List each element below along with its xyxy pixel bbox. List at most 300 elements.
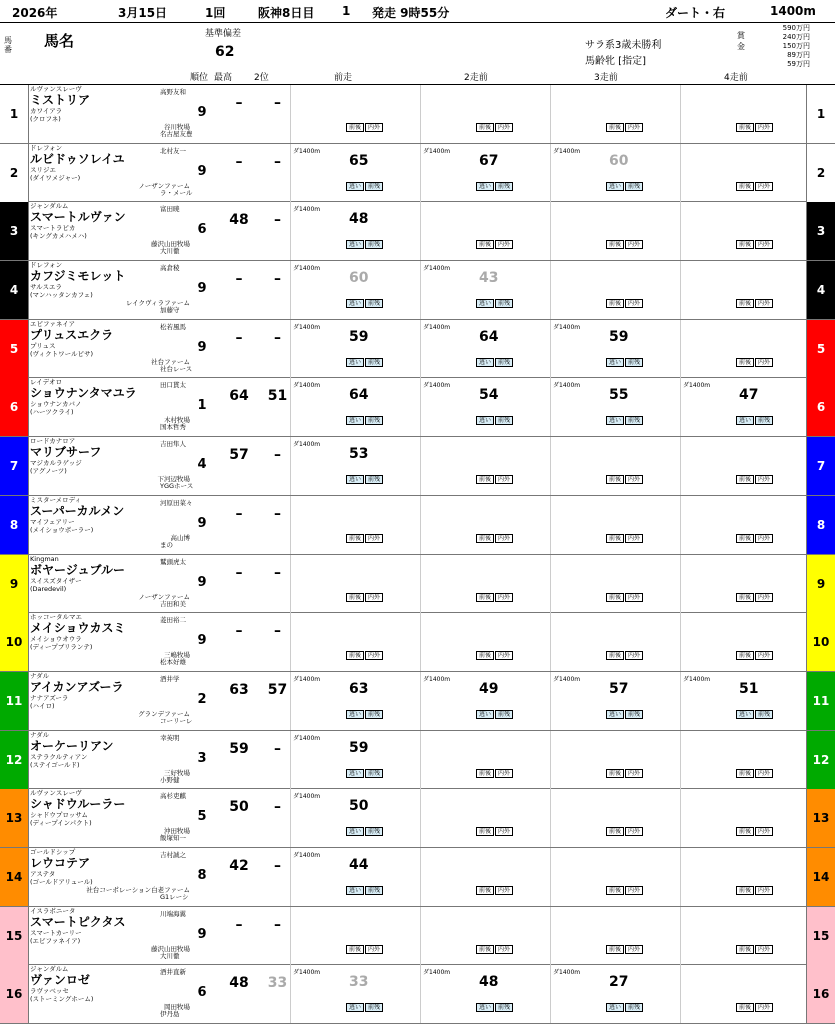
second-index: – bbox=[274, 271, 281, 288]
rank: 9 bbox=[197, 339, 207, 355]
badge: 内外 bbox=[495, 769, 513, 778]
prev-badges bbox=[606, 534, 644, 543]
prize-list bbox=[752, 24, 810, 69]
prev-race-2 bbox=[420, 965, 549, 1023]
umaban-right: 13 bbox=[806, 789, 835, 847]
badge: 前後 bbox=[736, 475, 754, 484]
second-index: – bbox=[274, 799, 281, 816]
sire: レイデオロ bbox=[30, 378, 63, 387]
owner: ラ・メール bbox=[160, 188, 193, 197]
second-index: – bbox=[274, 329, 281, 346]
badge: 前後 bbox=[476, 886, 494, 895]
badge: 内外 bbox=[365, 593, 383, 602]
second-index: – bbox=[274, 212, 281, 229]
jockey: 吉村誠之 bbox=[160, 850, 186, 859]
badge: 前残 bbox=[365, 475, 383, 484]
owner: 社台レース bbox=[160, 364, 193, 373]
col-headers bbox=[190, 70, 804, 83]
owner: 大川徹 bbox=[160, 247, 180, 256]
badge: 内外 bbox=[495, 945, 513, 954]
venue: 阪神8日目 bbox=[258, 6, 315, 20]
prev-badges bbox=[476, 710, 514, 719]
rank: 6 bbox=[197, 985, 207, 1001]
prev-race-4 bbox=[680, 144, 806, 202]
jockey: 富田暁 bbox=[160, 205, 180, 214]
umaban-left: 10 bbox=[0, 613, 29, 671]
umaban-right: 9 bbox=[806, 555, 835, 613]
second-index: – bbox=[274, 623, 281, 640]
prev-race-2 bbox=[420, 261, 549, 319]
umaban-right: 1 bbox=[806, 85, 835, 143]
prev-race-3 bbox=[550, 731, 679, 789]
prev-race-1 bbox=[290, 848, 419, 906]
second-index: – bbox=[274, 740, 281, 757]
dam: スイスズタイザー bbox=[30, 576, 82, 585]
prev-info: ダ1400m bbox=[553, 675, 581, 683]
badge: 内外 bbox=[495, 123, 513, 132]
prev-badges bbox=[346, 886, 384, 895]
rank: 5 bbox=[197, 809, 207, 825]
prev-race-2 bbox=[420, 848, 549, 906]
prev-race-1 bbox=[290, 378, 419, 436]
prev-badges bbox=[736, 358, 774, 367]
badge: 逃い bbox=[346, 710, 364, 719]
badge: 前後 bbox=[736, 651, 754, 660]
umaban-left: 1 bbox=[0, 85, 29, 143]
prev-index: 44 bbox=[349, 856, 369, 873]
prev-badges bbox=[606, 358, 644, 367]
farm: 下河辺牧場 bbox=[157, 475, 190, 484]
bms: (ステイゴールド) bbox=[30, 760, 80, 769]
badge: 内外 bbox=[365, 123, 383, 132]
badge: 前後 bbox=[606, 945, 624, 954]
badge: 逃い bbox=[346, 358, 364, 367]
prev-race-1 bbox=[290, 261, 419, 319]
badge: 逃い bbox=[736, 710, 754, 719]
race-info bbox=[0, 22, 835, 85]
prev-race-4 bbox=[680, 555, 806, 613]
prev-badges bbox=[476, 593, 514, 602]
prev-badges bbox=[346, 416, 384, 425]
badge: 前残 bbox=[365, 769, 383, 778]
prev-info: ダ1400m bbox=[553, 323, 581, 331]
prev-index: 33 bbox=[349, 974, 369, 991]
farm: ノーザンファーム bbox=[138, 181, 190, 190]
badge: 前残 bbox=[365, 182, 383, 191]
badge: 内外 bbox=[625, 299, 643, 308]
prev-badges bbox=[476, 827, 514, 836]
prev-badges bbox=[346, 710, 384, 719]
bms: (キングカメハメハ) bbox=[30, 232, 87, 241]
sire: ジャンダルム bbox=[30, 202, 69, 211]
col-prev2: 2走前 bbox=[464, 73, 488, 83]
badge: 前後 bbox=[736, 358, 754, 367]
prize-5: 59万円 bbox=[787, 60, 810, 68]
dam: ショウナンカバノ bbox=[30, 400, 82, 409]
race-condition: 馬齢牝 [指定] bbox=[585, 56, 646, 67]
prev-race-1 bbox=[290, 437, 419, 495]
prev-badges bbox=[736, 593, 774, 602]
farm: 岡田牧場 bbox=[164, 1003, 190, 1012]
prev-race-4 bbox=[680, 320, 806, 378]
rank: 1 bbox=[197, 398, 207, 414]
prev-badges bbox=[476, 123, 514, 132]
prev-race-3 bbox=[550, 789, 679, 847]
badge: 前後 bbox=[476, 827, 494, 836]
bms: (ダイワメジャー) bbox=[30, 173, 81, 182]
umaban-left: 3 bbox=[0, 202, 29, 260]
umaban-left: 15 bbox=[0, 907, 29, 965]
prev-race-2 bbox=[420, 378, 549, 436]
farm: 三好牧場 bbox=[164, 768, 190, 777]
horse-name: スマートルヴァン bbox=[30, 210, 126, 225]
dam: サルスエラ bbox=[30, 283, 62, 292]
prev-race-3 bbox=[550, 378, 679, 436]
rank: 3 bbox=[197, 750, 207, 766]
umaban-right: 16 bbox=[806, 965, 835, 1023]
prev-info: ダ1400m bbox=[423, 147, 451, 155]
prev-index: 59 bbox=[349, 739, 369, 756]
badge: 前後 bbox=[736, 827, 754, 836]
prev-index: 57 bbox=[609, 680, 629, 697]
prev-index: 60 bbox=[349, 270, 369, 287]
prev-race-2 bbox=[420, 672, 549, 730]
badge: 前残 bbox=[365, 886, 383, 895]
owner: G1レーシ bbox=[160, 892, 189, 901]
prev-race-1 bbox=[290, 672, 419, 730]
dam: シャドウプロッサム bbox=[30, 811, 88, 820]
prev-badges bbox=[606, 240, 644, 249]
rank: 9 bbox=[197, 515, 207, 531]
badge: 内外 bbox=[625, 945, 643, 954]
sire: エピファネイア bbox=[30, 319, 76, 328]
prev-race-4 bbox=[680, 789, 806, 847]
umaban-right: 8 bbox=[806, 496, 835, 554]
badge: 逃い bbox=[476, 299, 494, 308]
dam: スマートラピカ bbox=[30, 224, 76, 233]
prev-info: ダ1400m bbox=[293, 793, 321, 801]
prev-info: ダ1400m bbox=[293, 206, 321, 214]
prev-race-3 bbox=[550, 672, 679, 730]
prev-race-3 bbox=[550, 202, 679, 260]
badge: 逃い bbox=[606, 710, 624, 719]
prev-info: ダ1400m bbox=[423, 675, 451, 683]
prev-badges bbox=[606, 945, 644, 954]
umaban-right: 2 bbox=[806, 144, 835, 202]
badge: 前後 bbox=[346, 945, 364, 954]
bms: (ヴィクトワールピサ) bbox=[30, 349, 94, 358]
horse-row bbox=[0, 848, 835, 907]
umaban-left: 4 bbox=[0, 261, 29, 319]
prev-race-2 bbox=[420, 320, 549, 378]
badge: 内外 bbox=[755, 1003, 773, 1012]
sire: ドレフォン bbox=[30, 261, 63, 270]
col-prev1: 前走 bbox=[334, 73, 353, 83]
prev-race-4 bbox=[680, 907, 806, 965]
dam: マジカルラゲッジ bbox=[30, 459, 82, 468]
horse-name-label: 馬名 bbox=[44, 32, 75, 50]
owner: 吉田和美 bbox=[160, 599, 186, 608]
jockey: 松若風馬 bbox=[160, 322, 186, 331]
best-index: – bbox=[235, 505, 243, 522]
prev-race-3 bbox=[550, 613, 679, 671]
second-index: – bbox=[274, 564, 281, 581]
prev-race-1 bbox=[290, 202, 419, 260]
badge: 前後 bbox=[606, 769, 624, 778]
badge: 前後 bbox=[346, 593, 364, 602]
prev-badges bbox=[346, 593, 384, 602]
header-bar bbox=[0, 0, 835, 23]
prev-race-4 bbox=[680, 965, 806, 1023]
horse-name: ルビドゥソレイユ bbox=[30, 151, 125, 166]
sire: ルヴァンスレーヴ bbox=[30, 85, 82, 93]
best-index: 59 bbox=[229, 740, 249, 757]
jockey: 酒井学 bbox=[160, 674, 180, 683]
badge: 前後 bbox=[736, 593, 754, 602]
prev-index: 59 bbox=[609, 328, 629, 345]
badge: 前残 bbox=[755, 416, 773, 425]
prev-race-2 bbox=[420, 731, 549, 789]
owner: 伊丹島 bbox=[160, 1010, 180, 1019]
prev-badges bbox=[606, 651, 644, 660]
prev-index: 47 bbox=[739, 387, 759, 404]
badge: 前残 bbox=[625, 1003, 643, 1012]
dam: ラヴァベッセ bbox=[30, 987, 69, 996]
second-index: – bbox=[274, 153, 281, 170]
sire: ロードカナロア bbox=[30, 437, 76, 446]
badge: 前後 bbox=[476, 475, 494, 484]
prev-info: ダ1400m bbox=[683, 382, 711, 390]
jockey: 鷲頭虎太 bbox=[160, 557, 186, 566]
prev-race-1 bbox=[290, 789, 419, 847]
jockey: 吉田隼人 bbox=[160, 440, 186, 449]
badge: 前後 bbox=[736, 534, 754, 543]
horse-row bbox=[0, 907, 835, 966]
prev-badges bbox=[606, 827, 644, 836]
umaban-right: 3 bbox=[806, 202, 835, 260]
farm: 沖田牧場 bbox=[164, 827, 190, 836]
badge: 前後 bbox=[476, 769, 494, 778]
prev-index: 49 bbox=[479, 680, 499, 697]
second-index: – bbox=[274, 505, 281, 522]
prev-race-1 bbox=[290, 144, 419, 202]
badge: 内外 bbox=[755, 651, 773, 660]
prev-race-2 bbox=[420, 202, 549, 260]
farm: グランデファーム bbox=[138, 709, 190, 718]
badge: 内外 bbox=[755, 769, 773, 778]
horse-name: レウコテア bbox=[30, 855, 91, 870]
col-best: 最高 bbox=[214, 73, 233, 83]
prev-badges bbox=[736, 1003, 774, 1012]
prev-info: ダ1400m bbox=[293, 323, 321, 331]
prev-badges bbox=[606, 886, 644, 895]
rank: 4 bbox=[197, 457, 207, 473]
umaban-right: 10 bbox=[806, 613, 835, 671]
badge: 前後 bbox=[606, 534, 624, 543]
prev-badges bbox=[606, 182, 644, 191]
jockey: 高野友和 bbox=[160, 88, 186, 96]
horse-row bbox=[0, 144, 835, 203]
badge: 内外 bbox=[755, 240, 773, 249]
surface: ダート・右 bbox=[665, 6, 726, 20]
jockey: 北村友一 bbox=[160, 146, 186, 155]
horse-row bbox=[0, 789, 835, 848]
prev-index: 43 bbox=[479, 270, 499, 287]
best-index: – bbox=[235, 564, 243, 581]
prev-race-2 bbox=[420, 555, 549, 613]
badge: 前残 bbox=[365, 358, 383, 367]
prev-badges bbox=[476, 886, 514, 895]
horse-name: スーパーカルメン bbox=[30, 503, 125, 518]
jockey: 酒井直新 bbox=[160, 968, 186, 977]
prev-badges bbox=[346, 358, 384, 367]
farm: レイクヴィラファーム bbox=[125, 299, 190, 308]
prev-badges bbox=[736, 416, 774, 425]
badge: 前後 bbox=[476, 240, 494, 249]
badge: 逃い bbox=[736, 416, 754, 425]
badge: 前残 bbox=[495, 299, 513, 308]
badge: 前後 bbox=[736, 182, 754, 191]
prize-4: 89万円 bbox=[787, 51, 810, 59]
prev-badges bbox=[736, 886, 774, 895]
jockey: 河原田菜々 bbox=[160, 498, 193, 507]
farm: 木村牧場 bbox=[164, 416, 190, 425]
best-index: 64 bbox=[229, 388, 249, 405]
prev-badges bbox=[476, 182, 514, 191]
bms: (アグノーツ) bbox=[30, 467, 67, 476]
sire: ゴールドシップ bbox=[30, 847, 76, 856]
base-label: 基準偏差 bbox=[205, 29, 242, 39]
badge: 前後 bbox=[606, 593, 624, 602]
prev-info: ダ1400m bbox=[293, 675, 321, 683]
base-value: 62 bbox=[215, 44, 235, 60]
badge: 前後 bbox=[346, 651, 364, 660]
umaban-left: 7 bbox=[0, 437, 29, 495]
prev-race-4 bbox=[680, 613, 806, 671]
prev-race-1 bbox=[290, 613, 419, 671]
prev-info: ダ1400m bbox=[293, 147, 321, 155]
prev-race-1 bbox=[290, 320, 419, 378]
badge: 内外 bbox=[625, 886, 643, 895]
prev-badges bbox=[346, 945, 384, 954]
badge: 逃い bbox=[476, 1003, 494, 1012]
best-index: 48 bbox=[229, 212, 249, 229]
jockey: 高倉稜 bbox=[160, 264, 180, 273]
horse-row bbox=[0, 437, 835, 496]
dam: マイフェアリー bbox=[30, 517, 75, 526]
prev-race-2 bbox=[420, 613, 549, 671]
prev-index: 48 bbox=[479, 974, 499, 991]
rank: 9 bbox=[197, 633, 207, 649]
prev-info: ダ1400m bbox=[553, 969, 581, 977]
prev-race-4 bbox=[680, 261, 806, 319]
prev-badges bbox=[346, 769, 384, 778]
prev-badges bbox=[606, 299, 644, 308]
prev-race-1 bbox=[290, 965, 419, 1023]
badge: 内外 bbox=[625, 123, 643, 132]
umaban-right: 14 bbox=[806, 848, 835, 906]
prev-info: ダ1400m bbox=[293, 969, 321, 977]
umaban-right: 5 bbox=[806, 320, 835, 378]
best-index: – bbox=[235, 153, 243, 170]
prev-badges bbox=[736, 182, 774, 191]
farm: 高山博 bbox=[170, 533, 190, 542]
badge: 逃い bbox=[476, 358, 494, 367]
prev-index: 67 bbox=[479, 152, 499, 169]
umaban-right: 7 bbox=[806, 437, 835, 495]
badge: 前後 bbox=[606, 240, 624, 249]
prev-index: 54 bbox=[479, 387, 499, 404]
umaban-right: 4 bbox=[806, 261, 835, 319]
horse-row bbox=[0, 965, 835, 1024]
prev-race-4 bbox=[680, 202, 806, 260]
rank: 2 bbox=[197, 691, 207, 707]
prev-race-1 bbox=[290, 85, 419, 143]
prev-badges bbox=[606, 593, 644, 602]
prev-info: ダ1400m bbox=[293, 265, 321, 273]
owner: 加藤守 bbox=[160, 306, 180, 315]
badge: 逃い bbox=[606, 358, 624, 367]
prev-race-4 bbox=[680, 85, 806, 143]
umaban-right: 15 bbox=[806, 907, 835, 965]
badge: 前後 bbox=[606, 651, 624, 660]
bms: (ディープブリランテ) bbox=[30, 643, 93, 652]
bms: (Daredevil) bbox=[30, 584, 67, 593]
prev-race-1 bbox=[290, 496, 419, 554]
prev-index: 60 bbox=[609, 152, 629, 169]
badge: 前残 bbox=[365, 827, 383, 836]
bms: (エピファネイア) bbox=[30, 936, 81, 945]
prev-race-4 bbox=[680, 848, 806, 906]
second-index: – bbox=[274, 95, 281, 111]
horse-name: プリュスエクラ bbox=[30, 327, 114, 342]
badge: 内外 bbox=[755, 534, 773, 543]
prev-badges bbox=[736, 534, 774, 543]
dam: スリジエ bbox=[30, 165, 56, 174]
horse-row bbox=[0, 613, 835, 672]
badge: 逃い bbox=[606, 1003, 624, 1012]
prev-race-3 bbox=[550, 965, 679, 1023]
best-index: – bbox=[235, 329, 243, 346]
prev-badges bbox=[346, 182, 384, 191]
date: 3月15日 bbox=[118, 6, 168, 20]
prev-race-4 bbox=[680, 731, 806, 789]
badge: 内外 bbox=[495, 240, 513, 249]
best-index: – bbox=[235, 623, 243, 640]
prev-race-3 bbox=[550, 848, 679, 906]
badge: 逃い bbox=[346, 299, 364, 308]
bms: (クロフネ) bbox=[30, 115, 61, 123]
prev-info: ダ1400m bbox=[293, 382, 321, 390]
prev-race-2 bbox=[420, 144, 549, 202]
owner: コーリーレ bbox=[160, 716, 193, 725]
badge: 逃い bbox=[346, 827, 364, 836]
prev-badges bbox=[476, 1003, 514, 1012]
badge: 前残 bbox=[365, 240, 383, 249]
horse-row bbox=[0, 672, 835, 731]
best-index: 57 bbox=[229, 447, 249, 464]
prev-race-4 bbox=[680, 496, 806, 554]
badge: 前残 bbox=[495, 416, 513, 425]
badge: 前後 bbox=[736, 240, 754, 249]
prev-info: ダ1400m bbox=[423, 323, 451, 331]
owner: 名古屋友豊 bbox=[160, 130, 193, 138]
prev-badges bbox=[476, 651, 514, 660]
prev-badges bbox=[736, 945, 774, 954]
bms: (ディープインパクト) bbox=[30, 819, 92, 828]
badge: 逃い bbox=[606, 416, 624, 425]
badge: 逃い bbox=[346, 1003, 364, 1012]
